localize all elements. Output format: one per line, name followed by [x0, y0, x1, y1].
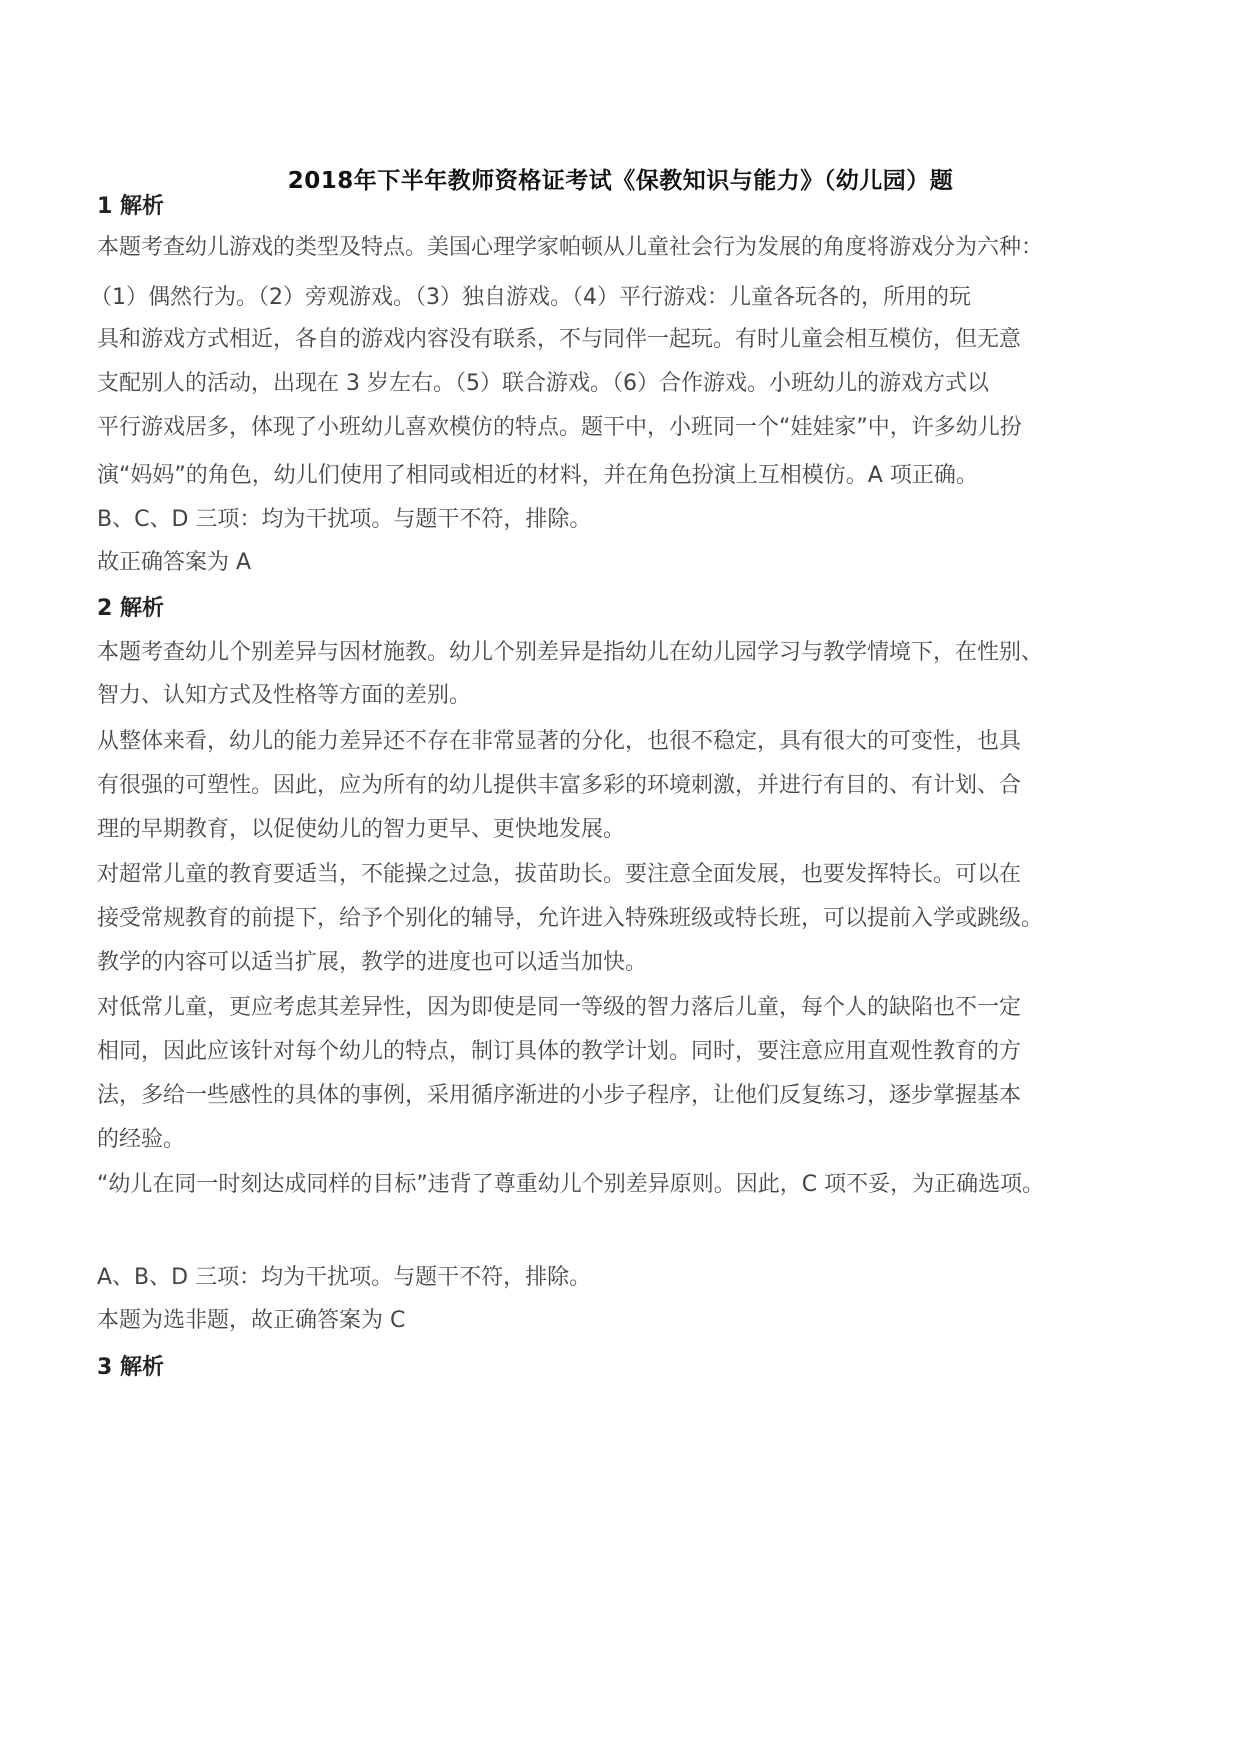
- paragraph-line: 相同，因此应该针对每个幼儿的特点，制订具体的教学计划。同时，要注意应用直观性教育的方: [97, 1039, 1022, 1064]
- paragraph-line: 对低常儿童，更应考虑其差异性，因为即使是同一等级的智力落后儿童，每个人的缺陷也不一定: [97, 995, 1022, 1020]
- paragraph-line: 本题考查幼儿游戏的类型及特点。美国心理学家帕顿从儿童社会行为发展的角度将游戏分为六种：: [97, 235, 1044, 260]
- paragraph-line: 接受常规教育的前提下，给予个别化的辅导，允许进入特殊班级或特长班，可以提前入学或跳级。: [97, 906, 1044, 931]
- paragraph-line: 演“妈妈”的角色，幼儿们使用了相同或相近的材料，并在角色扮演上互相模仿。A 项正确。: [97, 463, 978, 488]
- section-heading: 1 解析: [97, 194, 164, 219]
- paragraph-line: 从整体来看，幼儿的能力差异还不存在非常显著的分化，也很不稳定，具有很大的可变性，也具: [97, 729, 1022, 754]
- paragraph-line: （1）偶然行为。（2）旁观游戏。（3）独自游戏。（4）平行游戏：儿童各玩各的，所用的玩: [90, 285, 971, 310]
- paragraph-line: 平行游戏居多，体现了小班幼儿喜欢模仿的特点。题干中，小班同一个“娃娃家”中，许多幼儿扮: [97, 415, 1022, 440]
- paragraph-line: A、B、D 三项：均为干扰项。与题干不符，排除。: [97, 1265, 592, 1290]
- document-title: 2018年下半年教师资格证考试《保教知识与能力》（幼儿园）题: [287, 168, 954, 194]
- paragraph-line: 本题考查幼儿个别差异与因材施教。幼儿个别差异是指幼儿在幼儿园学习与教学情境下，在性别、: [97, 640, 1044, 665]
- paragraph-line: B、C、D 三项：均为干扰项。与题干不符，排除。: [97, 507, 592, 532]
- section-heading: 3 解析: [97, 1355, 164, 1380]
- paragraph-line: “幼儿在同一时刻达成同样的目标”违背了尊重幼儿个别差异原则。因此，C 项不妥，为正确选项。: [97, 1172, 1045, 1197]
- paragraph-line: 智力、认知方式及性格等方面的差别。: [97, 683, 472, 708]
- paragraph-line: 故正确答案为 A: [97, 550, 252, 575]
- paragraph-line: 教学的内容可以适当扩展，教学的进度也可以适当加快。: [97, 950, 648, 975]
- paragraph-line: 理的早期教育，以促使幼儿的智力更早、更快地发展。: [97, 817, 626, 842]
- paragraph-line: 的经验。: [97, 1127, 186, 1152]
- paragraph-line: 法，多给一些感性的具体的事例，采用循序渐进的小步子程序，让他们反复练习，逐步掌握基本: [97, 1083, 1022, 1108]
- paragraph-line: 本题为选非题，故正确答案为 C: [97, 1308, 406, 1333]
- paragraph-line: 支配别人的活动，出现在 3 岁左右。（5）联合游戏。（6）合作游戏。小班幼儿的游戏方式以: [97, 371, 989, 396]
- paragraph-line: 具和游戏方式相近，各自的游戏内容没有联系，不与同伴一起玩。有时儿童会相互模仿，但无意: [97, 327, 1022, 352]
- section-heading: 2 解析: [97, 596, 164, 621]
- paragraph-line: 对超常儿童的教育要适当，不能操之过急，拔苗助长。要注意全面发展，也要发挥特长。可以在: [97, 862, 1022, 887]
- paragraph-line: 有很强的可塑性。因此，应为所有的幼儿提供丰富多彩的环境刺激，并进行有目的、有计划、合: [97, 773, 1022, 798]
